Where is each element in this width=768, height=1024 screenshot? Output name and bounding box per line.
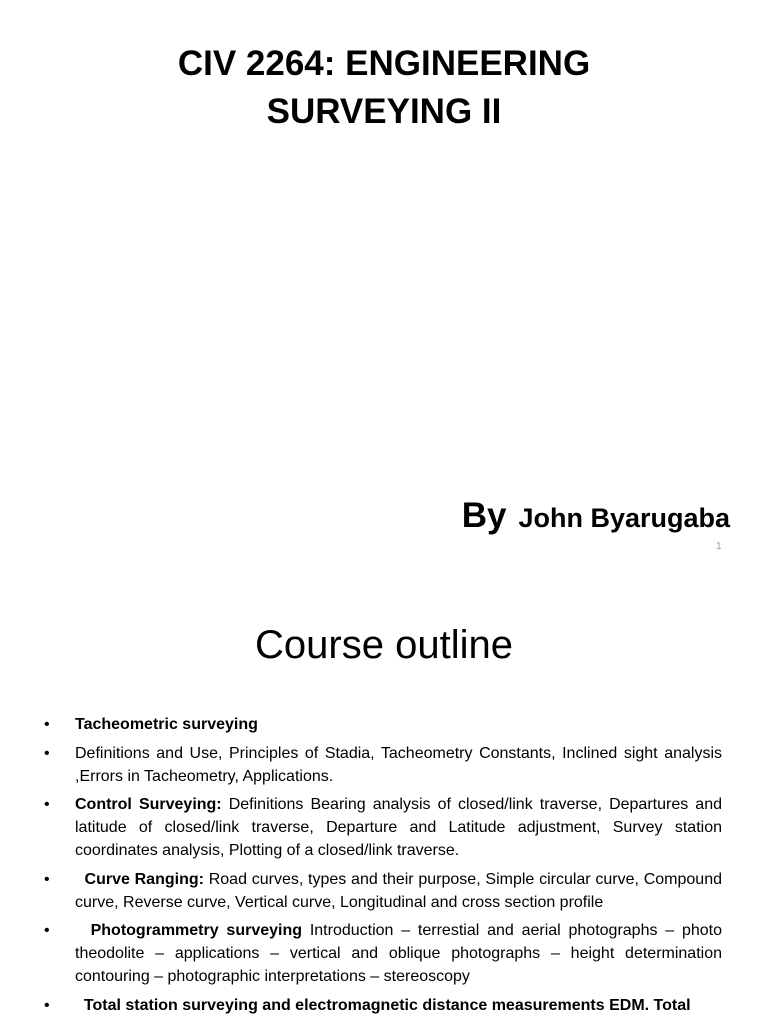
outline-heading: Course outline: [255, 623, 513, 667]
item-text: Introduction – terrestial and aerial photographs – photo theodolite – applications – vertical and oblique photographs – height determination contouring – photographic interpretations – stereoscopy: [75, 922, 723, 985]
list-item: [44, 714, 722, 737]
bullet: •: [44, 716, 50, 733]
list-item: [44, 794, 722, 862]
title-line-1: CIV 2264: ENGINEERING: [177, 44, 591, 83]
item-lead: Photogrammetry surveying: [75, 922, 303, 940]
item-text: Road curves, types and their purpose, Simple circular curve, Compound curve, Reverse curve, Vertical curve, Longitudinal and cross section profile: [75, 870, 722, 911]
course-outline-slide: [0, 576, 768, 1024]
outline-list: [44, 714, 722, 1024]
page-number: 1: [716, 541, 722, 552]
item-lead: Total station surveying and electromagnetic distance measurements EDM. Total: [75, 996, 691, 1014]
author-line: [462, 496, 730, 536]
title-line-2: SURVEYING II: [266, 92, 502, 131]
item-text: Definitions and Use, Principles of Stadia, Tacheometry Constants, Inclined sight analysis ,Errors in Tacheometry, Applications.: [75, 744, 722, 785]
item-text: Definitions Bearing analysis of closed/link traverse, Departures and latitude of closed/link traverse, Departure and Latitude adjustment, Survey station coordinates analysis, Plotting of a closed/link traverse.: [75, 796, 722, 859]
bullet: •: [44, 922, 50, 940]
by-label: By: [461, 496, 507, 535]
bullet: •: [44, 744, 50, 762]
item-lead: Tacheometric surveying: [75, 716, 258, 733]
item-lead: Control Surveying:: [75, 796, 222, 814]
item-lead: Curve Ranging:: [75, 870, 204, 888]
list-item: [44, 743, 722, 789]
bullet: •: [44, 796, 50, 814]
list-item: [44, 869, 722, 915]
list-item: [44, 920, 722, 988]
bullet: •: [44, 870, 50, 888]
bullet: •: [44, 996, 50, 1014]
list-item: [44, 995, 722, 1018]
slide-title: [0, 40, 768, 136]
author-name: John Byarugaba: [518, 503, 730, 533]
